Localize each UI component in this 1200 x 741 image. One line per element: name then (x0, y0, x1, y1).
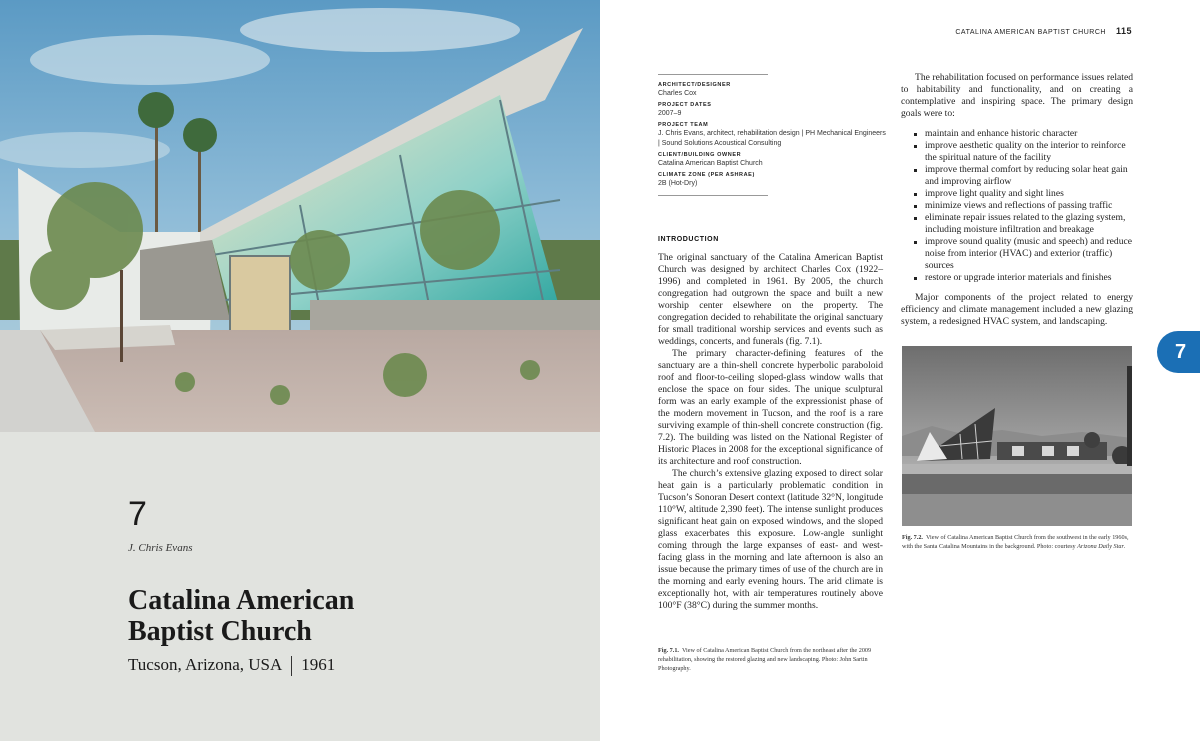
list-item: improve sound quality (music and speech) and reduce noise from interior (HVAC) and exterior (traffic) sources (925, 236, 1133, 271)
sidebar-value-architect: Charles Cox (658, 90, 697, 97)
list-item: minimize views and reflections of passing traffic (925, 200, 1133, 212)
chapter-number: 7 (128, 495, 147, 533)
sidebar-label-client: CLIENT/BUILDING OWNER (658, 152, 742, 158)
chapter-title (128, 585, 428, 647)
caption-text: View of Catalina American Baptist Church from the northeast after the 2009 rehabilitation, showing the restored glazing and new landscaping. Photo: John Sartin Photography. (658, 647, 872, 672)
project-info-sidebar (658, 74, 886, 196)
running-head (955, 26, 1132, 36)
section-heading: INTRODUCTION (658, 236, 719, 243)
caption-end: . (1123, 543, 1126, 550)
caption-text: View of Catalina American Baptist Church from the southwest in the early 1960s, with the Santa Catalina Mountains in the background. Photo: courtesy (902, 534, 1129, 550)
list-item: improve thermal comfort by reducing solar heat gain and improving airflow (925, 164, 1133, 188)
caption-label: Fig. 7.2. (902, 534, 923, 541)
paragraph: The original sanctuary of the Catalina American Baptist Church was designed by architect Charles Cox (1922–1996) and completed in 1961. By 2005, the church congregation had outgrown the space and built a new worship center elsewhere on the property. The congregation decided to rehabilitate the original sanctuary for small traditional worship services and events such as weddings, concerts, and funerals (fig. 7.1). (658, 252, 883, 347)
running-head-title: CATALINA AMERICAN BAPTIST CHURCH (955, 29, 1106, 36)
right-page (600, 0, 1200, 741)
caption-source: Arizona Daily Star (1077, 543, 1124, 550)
sidebar-label-architect: ARCHITECT/DESIGNER (658, 82, 731, 88)
list-item: improve light quality and sight lines (925, 188, 1133, 200)
paragraph: The primary character-defining features of the sanctuary are a thin-shell concrete hyperbolic paraboloid roof and floor-to-ceiling sloped-glass window walls that enclose the space on four sides. The unique sculptural form was an early example of the expressionist phase of the modern movement in Tucson, and the roof is a rare surviving example of thin-shell concrete construction (fig. 7.2). The building was listed on the National Register of Historic Places in 2008 for the exceptional significance of its architecture and roof construction. (658, 348, 883, 467)
chapter-title-line1: Catalina American (128, 585, 355, 616)
chapter-title-line2: Baptist Church (128, 616, 312, 647)
church-color-photo (0, 0, 600, 432)
divider (291, 656, 292, 676)
chapter-author: J. Chris Evans (128, 542, 193, 554)
sidebar-value-client: Catalina American Baptist Church (658, 160, 763, 167)
sidebar-label-dates: PROJECT DATES (658, 102, 712, 108)
figure-caption-7-2 (902, 533, 1137, 551)
year: 1961 (301, 655, 336, 674)
design-goals-list (901, 128, 1133, 284)
body-column-2 (901, 72, 1133, 328)
paragraph: The church’s extensive glazing exposed to direct solar heat gain is a particularly problematic condition in Tucson’s Sonoran Desert context (latitude 32°N, longitude 110°W, altitude 2,390 feet). The intense sunlight produces significant heat gain on exposed windows, and the sloped glass exacerbates this exposure. Low-angle sunlight coming through the large expanses of east- and west-facing glass in the morning and late afternoon is also an issue because the primary times of use of the church are in the morning and early evening hours. The arid climate is exceptionally hot, with air temperatures routinely above 100°F (38°C) during the summer months. (658, 468, 883, 611)
list-item: improve aesthetic quality on the interior to reinforce the spiritual nature of the facility (925, 140, 1133, 164)
paragraph: The rehabilitation focused on performance issues related to habitability and functionality, and on creating a contemplative and inspiring space. The primary design goals were to: (901, 72, 1133, 119)
list-item: maintain and enhance historic character (925, 128, 1133, 140)
chapter-tab: 7 (1157, 331, 1200, 373)
page-number: 115 (1115, 26, 1132, 36)
sidebar-label-team: PROJECT TEAM (658, 122, 709, 128)
sidebar-value-dates: 2007–9 (658, 110, 682, 117)
location-year (128, 655, 335, 676)
list-item: restore or upgrade interior materials and finishes (925, 272, 1133, 284)
sidebar-value-team: J. Chris Evans, architect, rehabilitation design | PH Mechanical Engineers | Sound Solutions Acoustical Consulting (658, 130, 886, 147)
location: Tucson, Arizona, USA (128, 655, 283, 674)
paragraph: Major components of the project related to energy efficiency and climate management included a new glazing system, a redesigned HVAC system, and landscaping. (901, 292, 1133, 327)
sidebar-value-climate: 2B (Hot-Dry) (658, 180, 698, 187)
body-column-1 (658, 252, 883, 612)
figure-caption-7-1 (658, 646, 883, 673)
sidebar-label-climate: CLIMATE ZONE (PER ASHRAE) (658, 172, 755, 178)
church-historic-bw-photo (902, 346, 1132, 526)
caption-label: Fig. 7.1. (658, 647, 679, 654)
list-item: eliminate repair issues related to the glazing system, including moisture infiltration and breakage (925, 212, 1133, 236)
